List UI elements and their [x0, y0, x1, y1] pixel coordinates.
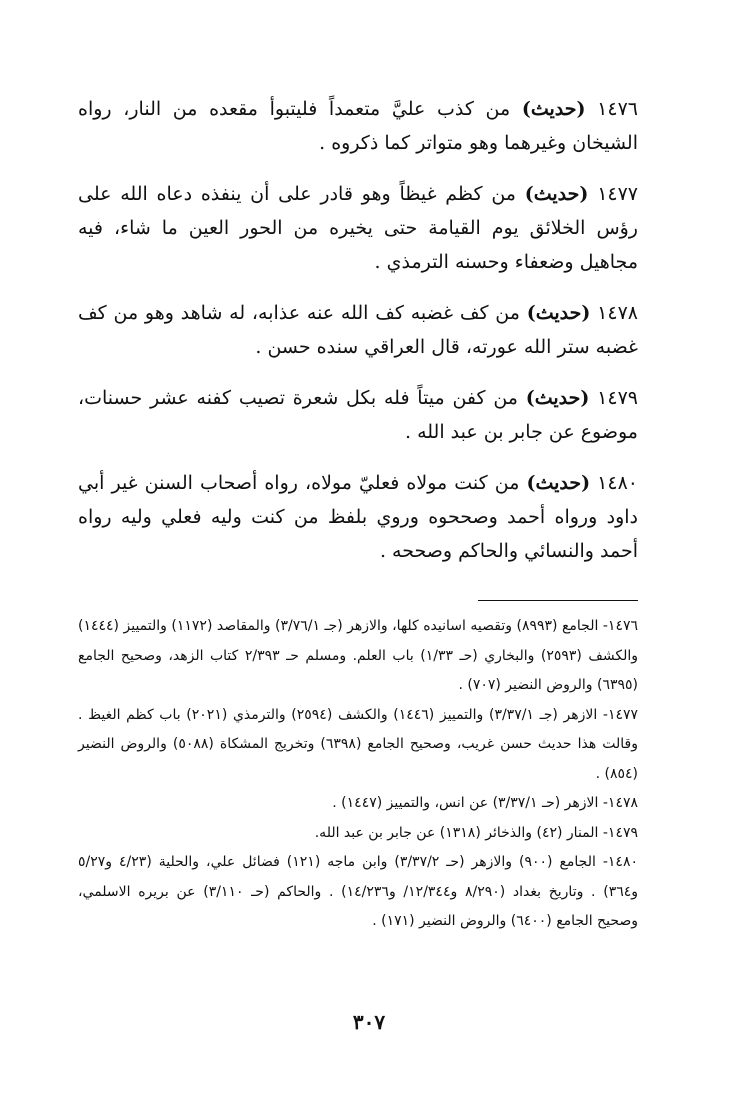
- hadith-entry-1478: [78, 296, 638, 364]
- entry-number: ١٤٧٧: [597, 183, 639, 205]
- main-text: [78, 92, 638, 585]
- footnote-1478: ١٤٧٨- الازهر (حـ ٣/٣٧/١) عن انس، والتمييز (١٤٤٧) .: [332, 795, 638, 811]
- hadith-label: (حديث): [521, 98, 586, 120]
- hadith-label: (حديث): [525, 387, 590, 409]
- entry-text: من كنت مولاه فعليّ مولاه، رواه أصحاب السنن غير أبي داود ورواه أحمد وصححوه وروي بلفظ من كنت وليه فعلي وليه رواه أحمد والنسائي والحاكم وصححه .: [78, 472, 638, 562]
- hadith-entry-1477: [78, 177, 638, 279]
- entry-text: من كظم غيظاً وهو قادر على أن ينفذه دعاه الله على رؤس الخلائق يوم القيامة حتى يخيره من الحور العين ما شاء، فيه مجاهيل وضعفاء وحسنه الترمذي .: [78, 183, 638, 273]
- hadith-entry-1480: [78, 466, 638, 568]
- hadith-entry-1476: [78, 92, 638, 160]
- hadith-label: (حديث): [524, 183, 589, 205]
- hadith-entry-1479: [78, 381, 638, 449]
- hadith-label: (حديث): [526, 302, 591, 324]
- footnote-1477: ١٤٧٧- الازهر (جـ ٣/٣٧/١) والتمييز (١٤٤٦) والكشف (٢٥٩٤) والترمذي (٢٠٢١) باب كظم الغيظ . وقالت هذا حديث حسن غريب، وصحيح الجامع (٦٣٩٨) وتخريج المشكاة (٥٠٨٨) والروض النضير (٨٥٤) .: [78, 706, 639, 782]
- hadith-label: (حديث): [526, 472, 591, 494]
- entry-number: ١٤٧٨: [597, 302, 638, 324]
- footnote-1479: ١٤٧٩- المنار (٤٢) والذخائر (١٣١٨) عن جابر بن عبد الله.: [314, 824, 638, 841]
- entry-text: من كف غضبه كف الله عنه عذابه، له شاهد وهو من كف غضبه ستر الله عورته، قال العراقي سنده حسن .: [78, 302, 638, 358]
- footnotes: [78, 612, 638, 937]
- footnote-1476: ١٤٧٦- الجامع (٨٩٩٣) وتقصيه اسانيده كلها، والازهر (جـ ٣/٧٦/١) والمقاصد (١١٧٢) والتمييز (١٤٤٤) والكشف (٢٥٩٣) والبخاري (حـ ١/٣٣) باب العلم. ومسلم حـ ٢/٣٩٣ كتاب الزهد، وصحيح الجامع (٦٣٩٥) والروض النضير (٧٠٧) .: [78, 618, 638, 693]
- entry-text: من كفن ميتاً فله بكل شعرة تصيب كفنه عشر حسنات، موضوع عن جابر بن عبد الله .: [78, 387, 638, 443]
- entry-number: ١٤٧٦: [597, 98, 638, 120]
- entry-number: ١٤٨٠: [597, 472, 638, 494]
- page-number: ٣٠٧: [352, 1010, 386, 1034]
- footnote-1480: ١٤٨٠- الجامع (٩٠٠) والازهر (حـ ٣/٣٧/٢) وابن ماجه (١٢١) فضائل علي، والحلية (٤/٢٣ و٥/٢٧ و٣٦٤) . وتاريخ بغداد (٨/٢٩٠ و١٢/٣٤٤/ و١٤/٢٣٦) . والحاكم (حـ ٣/١١٠) عن بريره الاسلمي، وصحيح الجامع (٦٤٠٠) والروض النضير (١٧١) .: [78, 854, 639, 929]
- entry-number: ١٤٧٩: [597, 387, 638, 409]
- entry-text: من كذب عليَّ متعمداً فليتبوأ مقعده من النار، رواه الشيخان وغيرهما وهو متواتر كما ذكروه .: [78, 98, 638, 154]
- footnote-divider: [478, 600, 638, 601]
